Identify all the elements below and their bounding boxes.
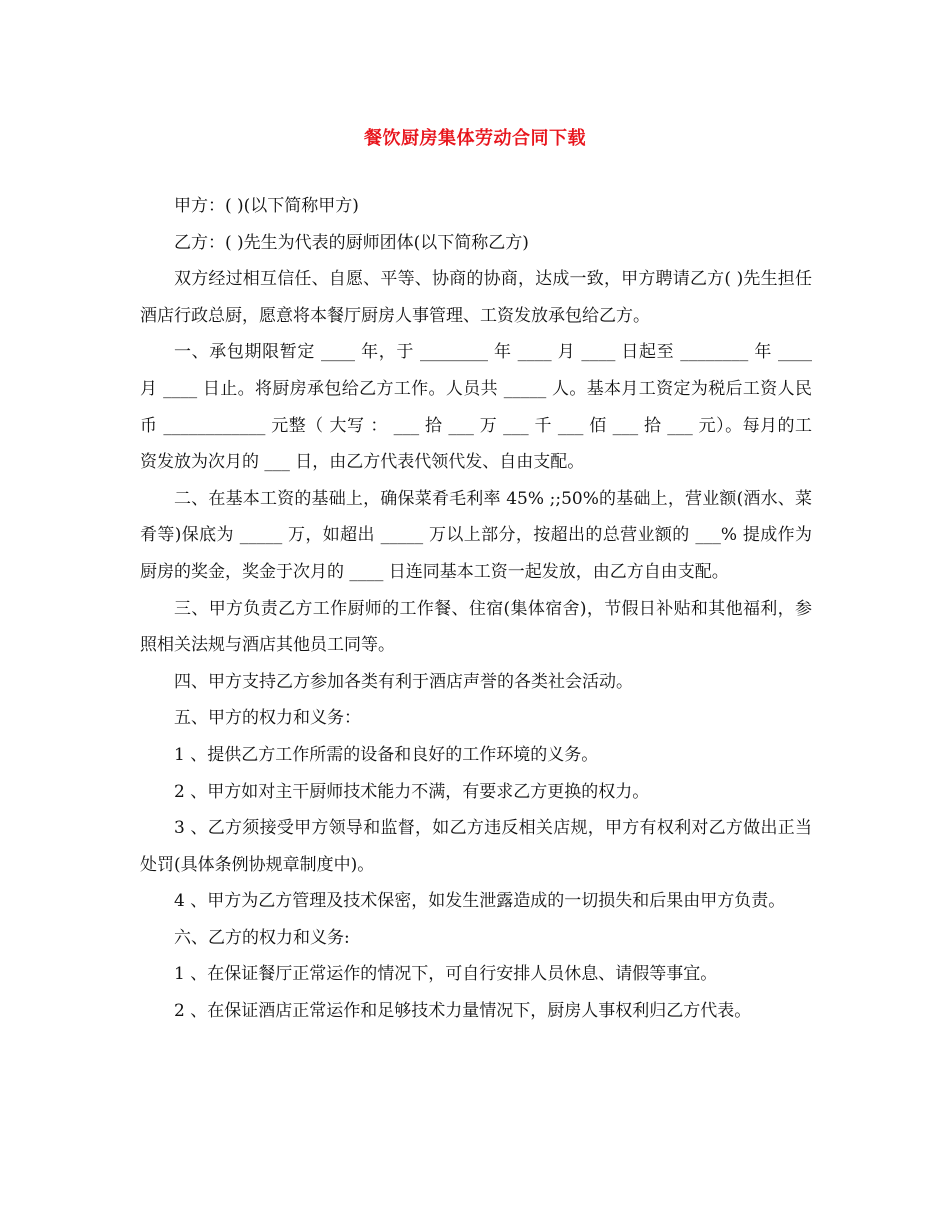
paragraph-clause-6-item-2: 2 、在保证酒店正常运作和足够技术力量情况下，厨房人事权利归乙方代表。 [174, 1001, 752, 1022]
paragraph-clause-4: 四、甲方支持乙方参加各类有利于酒店声誉的各类社会活动。 [174, 671, 633, 692]
paragraph-clause-2: 二、在基本工资的基础上，确保菜肴毛利率 45% ;;50%的基础上，营业额(酒水、菜肴等)保底为 _____ 万，如超出 _____ 万以上部分，按超出的总营业额的 ___% 提成作为厨房的奖金，奖金于次月的 ____ 日连同基本工资一起发放，由乙方自由支配。 [140, 488, 812, 582]
paragraph-clause-5-heading: 五、甲方的权力和义务： [174, 708, 361, 729]
paragraph-preamble: 双方经过相互信任、自愿、平等、协商的协商，达成一致，甲方聘请乙方( )先生担任酒店行政总厨，愿意将本餐厅厨房人事管理、工资发放承包给乙方。 [140, 269, 812, 326]
paragraph-clause-1: 一、承包期限暂定 ____ 年，于 ________ 年 ____ 月 ____ 日起至 ________ 年 ____ 月 ____ 日止。将厨房承包给乙方工作。人员共 _____ 人。基本月工资定为税后工资人民币 ____________ 元整（ 大写 ： ___ 拾 ___ 万 ___ 千 ___ 佰 ___ 拾 ___ 元）。每月的工资发放为次月的 ___ 日，由乙方代表代领代发、自由支配。 [140, 342, 812, 473]
paragraph-clause-5-item-3: 3 、乙方须接受甲方领导和监督，如乙方违反相关店规，甲方有权利对乙方做出正当处罚(具体条例协规章制度中)。 [140, 818, 812, 875]
paragraph-party-b: 乙方：( )先生为代表的厨师团体(以下简称乙方) [174, 232, 529, 253]
paragraph-clause-5-item-1: 1 、提供乙方工作所需的设备和良好的工作环境的义务。 [174, 744, 599, 765]
document-body [140, 188, 812, 1030]
paragraph-clause-5-item-4: 4 、甲方为乙方管理及技术保密，如发生泄露造成的一切损失和后果由甲方负责。 [174, 891, 786, 912]
paragraph-clause-6-item-1: 1 、在保证餐厅正常运作的情况下，可自行安排人员休息、请假等事宜。 [174, 964, 718, 985]
document-title: 餐饮厨房集体劳动合同下载 [364, 128, 586, 149]
paragraph-clause-3: 三、甲方负责乙方工作厨师的工作餐、住宿(集体宿舍)，节假日补贴和其他福利，参照相关法规与酒店其他员工同等。 [140, 598, 812, 656]
paragraph-clause-6-heading: 六、乙方的权力和义务: [174, 927, 350, 948]
paragraph-party-a: 甲方：( )(以下简称甲方) [174, 196, 359, 216]
paragraph-clause-5-item-2: 2 、甲方如对主干厨师技术能力不满，有要求乙方更换的权力。 [174, 781, 650, 802]
